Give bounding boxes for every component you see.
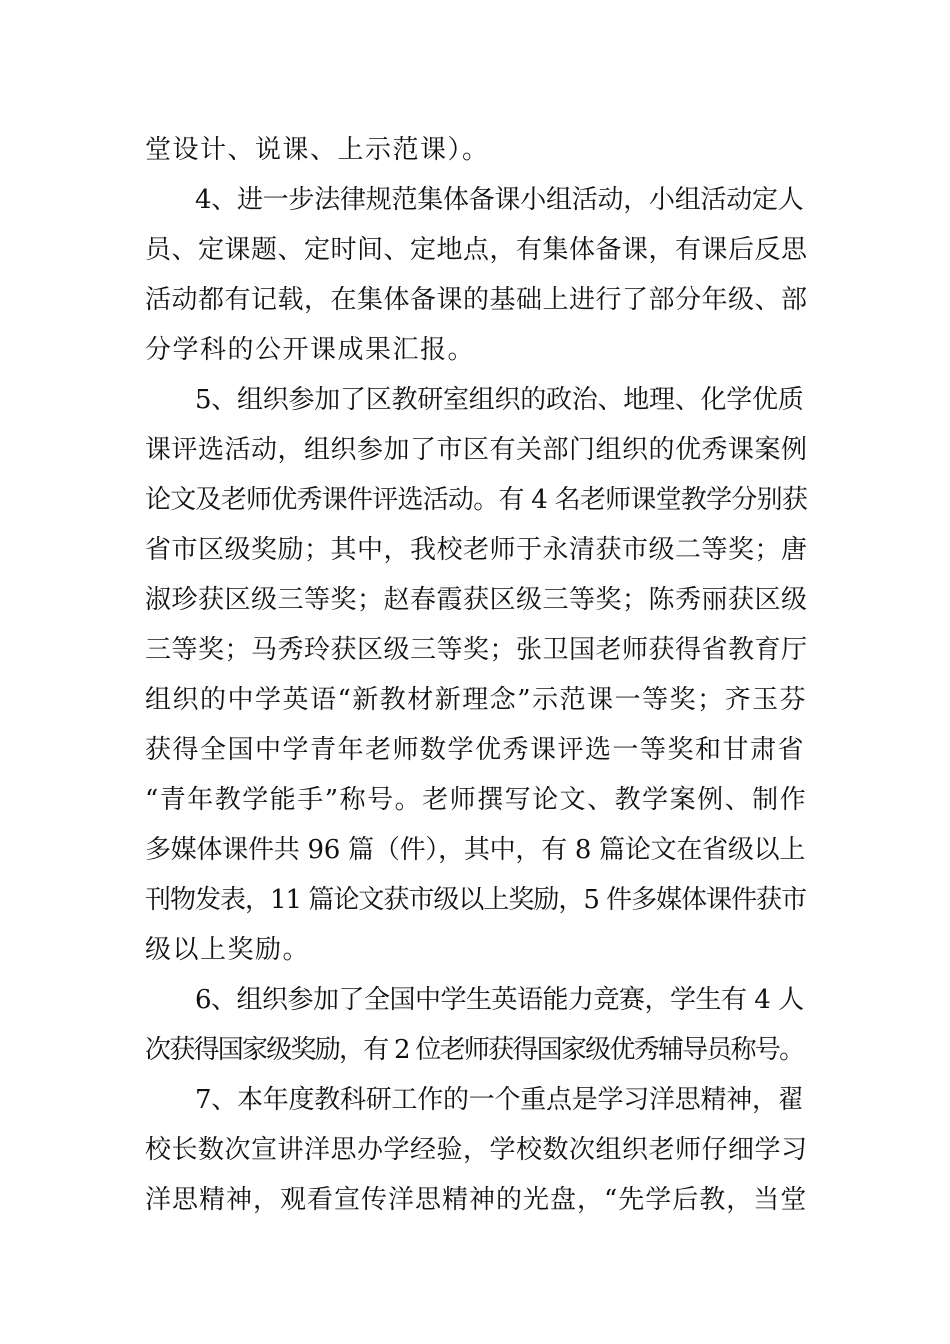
text-line: 三等奖；马秀玲获区级三等奖；张卫国老师获得省教育厅 — [145, 635, 808, 665]
text-line: 淑珍获区级三等奖；赵春霞获区级三等奖；陈秀丽获区级 — [145, 585, 808, 615]
text-line: 级以上奖励。 — [145, 935, 311, 965]
text-line: 分学科的公开课成果汇报。 — [145, 335, 476, 365]
text-line: 课评选活动，组织参加了市区有关部门组织的优秀课案例 — [145, 435, 808, 465]
paragraph-5-start: 5、组织参加了区教研室组织的政治、地理、化学优质 — [195, 385, 804, 415]
paragraph-7-start: 7、本年度教科研工作的一个重点是学习洋思精神，翟 — [195, 1085, 804, 1115]
text-line: 堂设计、说课、上示范课）。 — [145, 135, 490, 165]
text-line: 获得全国中学青年老师数学优秀课评选一等奖和甘肃省 — [145, 735, 806, 765]
text-line: 多媒体课件共 96 篇（件），其中，有 8 篇论文在省级以上 — [145, 835, 806, 865]
text-line: 论文及老师优秀课件评选活动。有 4 名老师课堂教学分别获 — [145, 485, 808, 515]
text-line: 组织的中学英语“新教材新理念”示范课一等奖；齐玉芬 — [145, 685, 808, 715]
text-line: 校长数次宣讲洋思办学经验，学校数次组织老师仔细学习 — [145, 1135, 808, 1165]
text-line: 刊物发表，11 篇论文获市级以上奖励，5 件多媒体课件获市 — [145, 885, 807, 915]
text-line: “青年教学能手”称号。老师撰写论文、教学案例、制作 — [145, 785, 808, 815]
text-line: 洋思精神，观看宣传洋思精神的光盘，“先学后教，当堂 — [145, 1185, 808, 1215]
paragraph-6-start: 6、组织参加了全国中学生英语能力竞赛，学生有 4 人 — [195, 985, 804, 1015]
text-line: 省市区级奖励；其中，我校老师于永清获市级二等奖；唐 — [145, 535, 808, 565]
paragraph-4-start: 4、进一步法律规范集体备课小组活动，小组活动定人 — [195, 185, 804, 215]
text-line: 次获得国家级奖励，有 2 位老师获得国家级优秀辅导员称号。 — [145, 1035, 804, 1065]
text-line: 活动都有记载，在集体备课的基础上进行了部分年级、部 — [145, 285, 808, 315]
text-line: 员、定课题、定时间、定地点，有集体备课，有课后反思 — [145, 235, 808, 265]
